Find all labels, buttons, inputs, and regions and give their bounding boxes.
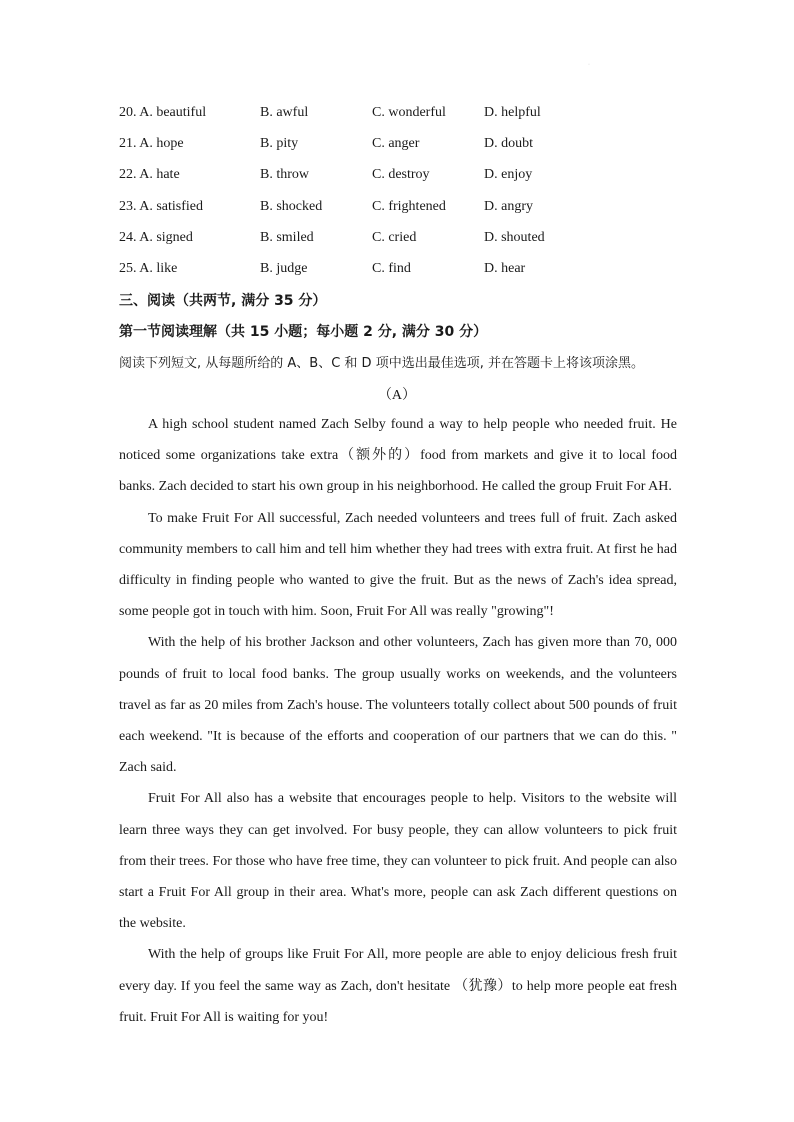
option-b: B. smiled: [260, 229, 314, 245]
option-c: C. destroy: [372, 167, 430, 183]
option-row-20: [119, 97, 679, 128]
passage-paragraph-1: A high school student named Zach Selby found a way to help people who needed fruit. He noticed some organizations take extra（额外的）food from markets and give it to local food banks. Zach decided to start his own group in his neighborhood. He called the group Fruit For AH.: [119, 417, 677, 495]
passage-paragraph-4: Fruit For All also has a website that encourages people to help. Visitors to the website will learn three ways they can get involved. For busy people, they can allow volunteers to pick fruit from their trees. For those who have free time, they can volunteer to pick fruit. And people can also start a Fruit For All group in their area. What's more, people can ask Zach different questions on the website.: [119, 791, 677, 932]
option-c: C. cried: [372, 229, 417, 245]
option-c: C. anger: [372, 136, 420, 152]
option-row-21: [119, 128, 679, 159]
passage-label: （A）: [377, 388, 417, 403]
option-d: D. angry: [484, 198, 533, 214]
corner-mark: ·: [588, 62, 590, 68]
option-d: D. enjoy: [484, 167, 533, 183]
passage-paragraph-5: With the help of groups like Fruit For All, more people are able to enjoy delicious fresh fruit every day. If you feel the same way as Zach, don't hesitate （犹豫）to help more people eat fresh fruit. Fruit For All is waiting for you!: [119, 947, 677, 1025]
option-row-24: [119, 222, 679, 253]
option-c: C. frightened: [372, 198, 446, 214]
option-b: B. shocked: [260, 198, 323, 214]
option-a: 25. A. like: [119, 260, 178, 276]
option-b: B. throw: [260, 167, 309, 183]
passage-paragraph-2: To make Fruit For All successful, Zach needed volunteers and trees full of fruit. Zach asked community members to call him and tell him whether they had trees with extra fruit. At first he had difficulty in finding people who wanted to give the fruit. But as the news of Zach's idea spread, some people got in touch with him. Soon, Fruit For All was really "growing"!: [119, 510, 677, 620]
instruction-text: 阅读下列短文, 从每题所给的 A、B、C 和 D 项中选出最佳选项, 并在答题卡上将该项涂黑。: [119, 356, 644, 371]
option-d: D. hear: [484, 260, 526, 276]
option-b: B. judge: [260, 260, 308, 276]
reading-passage: [119, 409, 677, 1033]
passage-paragraph-3: With the help of his brother Jackson and other volunteers, Zach has given more than 70, 000 pounds of fruit to local food banks. The group usually works on weekends, and the volunteers travel as far as 20 miles from Zach's house. The volunteers totally collect about 500 pounds of fruit each weekend. "It is because of the efforts and cooperation of our partners that we can do this. " Zach said.: [119, 635, 677, 776]
option-c: C. wonderful: [372, 105, 446, 120]
option-a: 22. A. hate: [119, 167, 180, 183]
option-a: 24. A. signed: [119, 229, 193, 245]
option-d: D. shouted: [484, 229, 545, 245]
option-row-25: [119, 253, 679, 284]
section-heading: 三、阅读（共两节, 满分 35 分）: [119, 293, 327, 309]
part-heading: 第一节阅读理解（共 15 小题；每小题 2 分, 满分 30 分）: [119, 324, 488, 340]
option-row-23: [119, 191, 679, 222]
option-a: 21. A. hope: [119, 136, 184, 152]
option-c: C. find: [372, 260, 411, 276]
option-d: D. doubt: [484, 136, 533, 152]
option-b: B. awful: [260, 105, 309, 120]
answer-options: [119, 97, 679, 284]
option-a: 23. A. satisfied: [119, 198, 203, 214]
option-row-22: [119, 159, 679, 190]
option-a: 20. A. beautiful: [119, 105, 207, 120]
option-b: B. pity: [260, 136, 299, 152]
option-d: D. helpful: [484, 105, 541, 120]
